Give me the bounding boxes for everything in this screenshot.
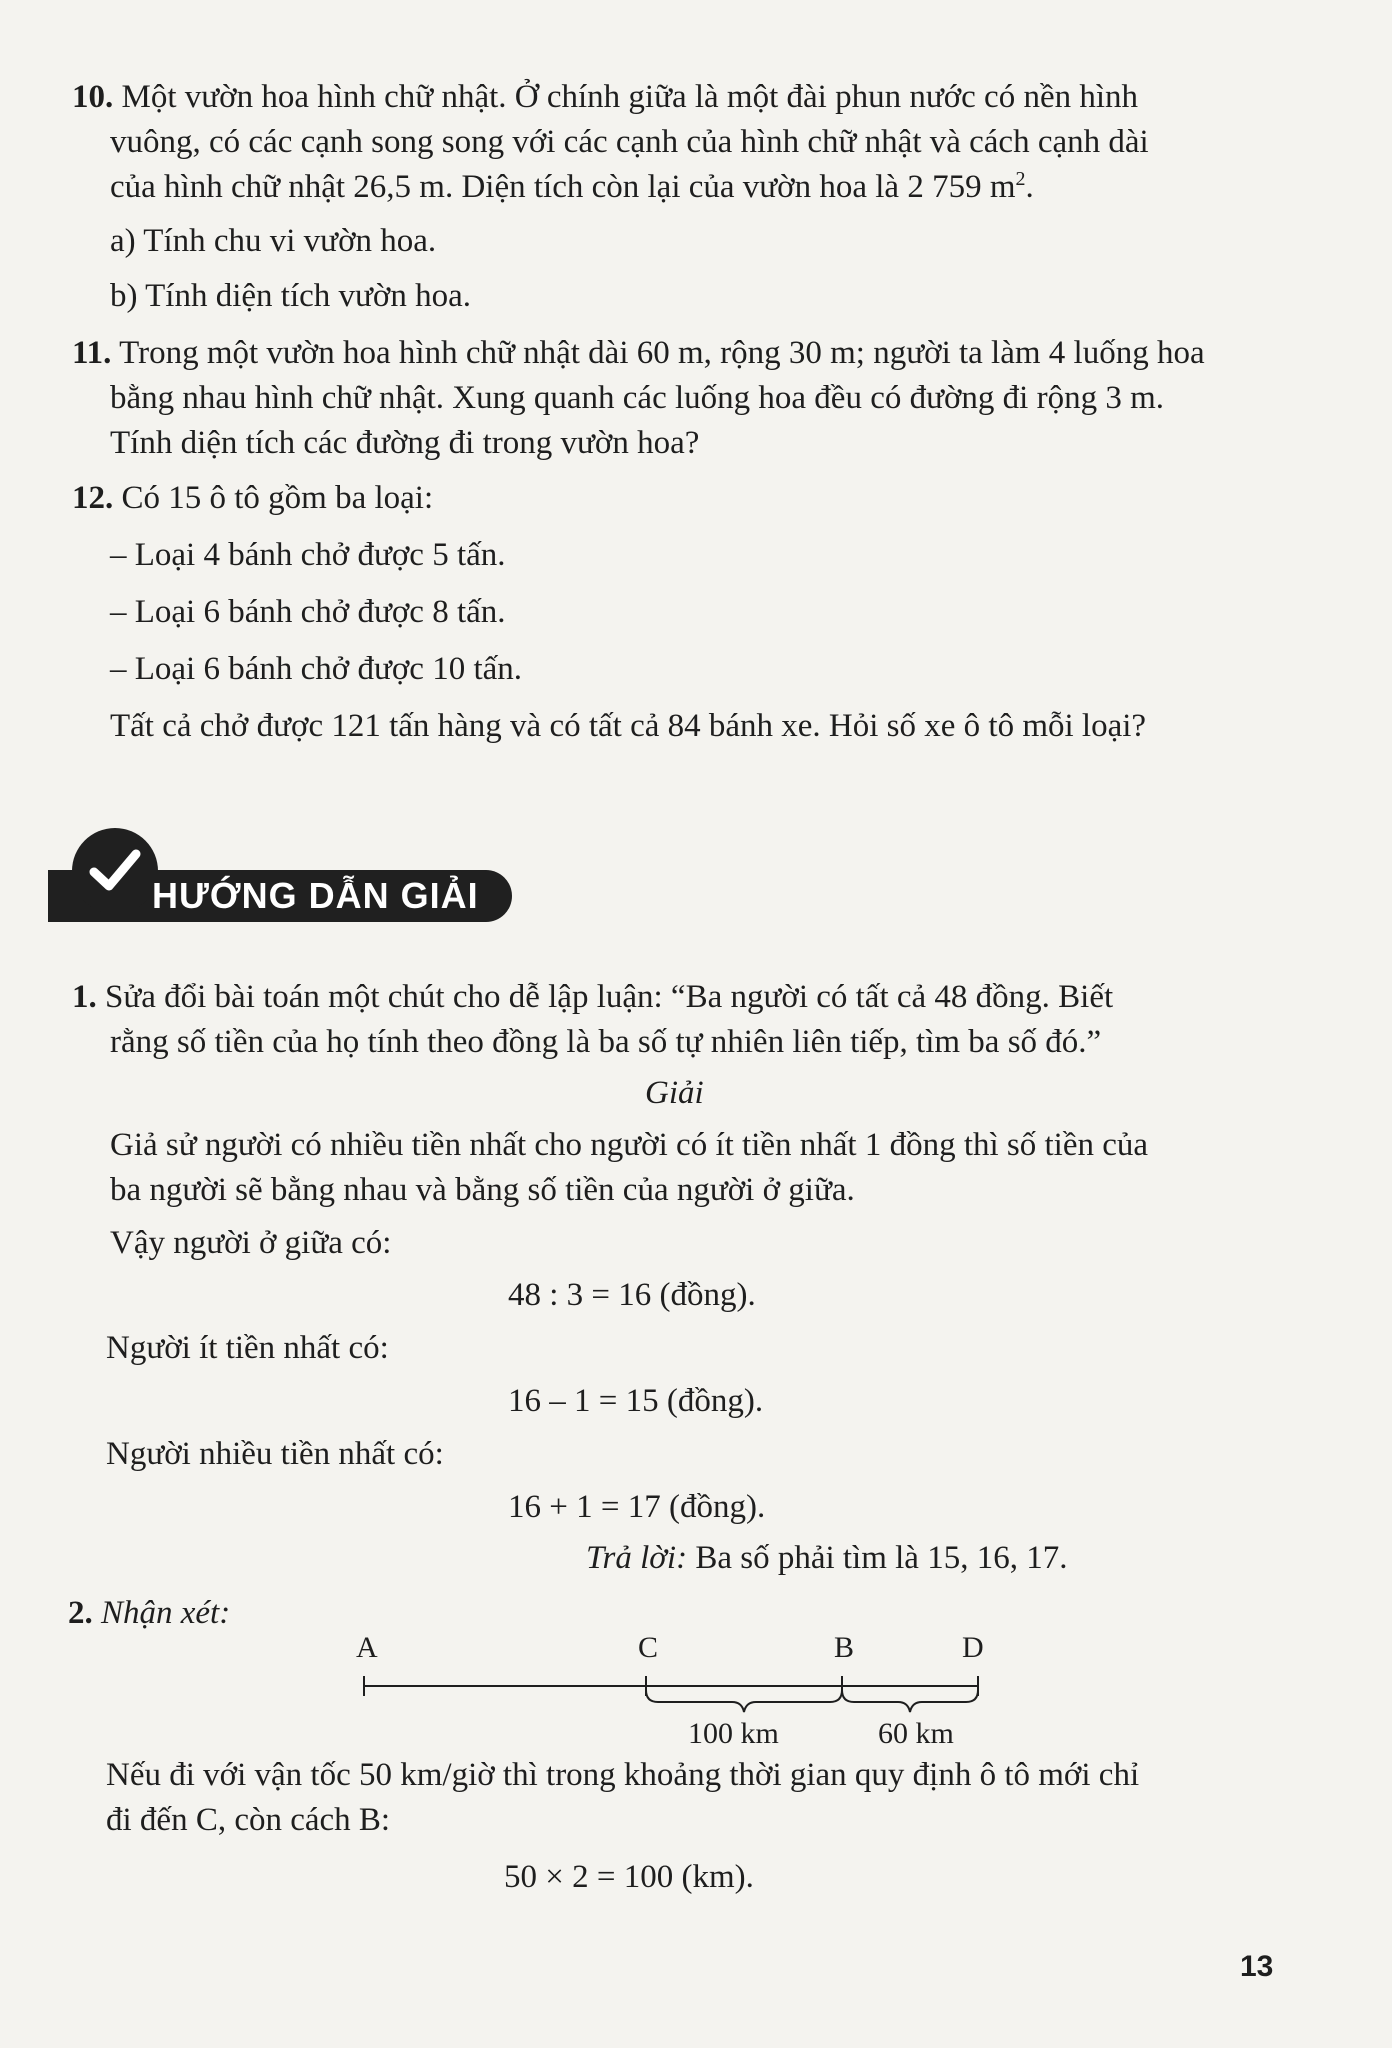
solution-1-line-2: rằng số tiền của họ tính theo đồng là ba số tự nhiên liên tiếp, tìm ba số đó.” — [110, 1024, 1102, 1060]
solution-number: 1. — [72, 979, 97, 1015]
solution-2-line-2: Nếu đi với vận tốc 50 km/giờ thì trong khoảng thời gian quy định ô tô mới chỉ — [106, 1757, 1140, 1793]
problem-text: Trong một vườn hoa hình chữ nhật dài 60 m, rộng 30 m; người ta làm 4 luống hoa — [119, 335, 1205, 371]
answer-text: Ba số phải tìm là 15, 16, 17. — [687, 1540, 1068, 1576]
point-label-c: C — [638, 1631, 659, 1664]
answer-label: Trả lời: — [586, 1540, 688, 1576]
point-label-b: B — [834, 1631, 855, 1664]
solution-1-line-4: ba người sẽ bằng nhau và bằng số tiền của người ở giữa. — [110, 1172, 855, 1208]
solution-1-line-5: Vậy người ở giữa có: — [110, 1225, 392, 1261]
problem-12-item-3: – Loại 6 bánh chở được 10 tấn. — [110, 651, 523, 687]
problem-number: 12. — [72, 480, 114, 516]
answer-line — [586, 1535, 1067, 1581]
problem-12-line-2: Tất cả chở được 121 tấn hàng và có tất cả 84 bánh xe. Hỏi số xe ô tô mỗi loại? — [110, 708, 1147, 744]
problem-10-part-b: b) Tính diện tích vườn hoa. — [110, 278, 472, 314]
solution-2-line-1 — [68, 1590, 230, 1636]
distance-diagram — [340, 1630, 1040, 1750]
solution-1-line-6: Người ít tiền nhất có: — [106, 1330, 389, 1366]
problem-11-line-3: Tính diện tích các đường đi trong vườn hoa? — [110, 425, 700, 461]
problem-10-part-a: a) Tính chu vi vườn hoa. — [110, 223, 437, 259]
problem-text: của hình chữ nhật 26,5 m. Diện tích còn lại của vườn hoa là 2 759 m — [110, 169, 1016, 205]
problem-11-line-2: bằng nhau hình chữ nhật. Xung quanh các luống hoa đều có đường đi rộng 3 m. — [110, 380, 1165, 416]
solution-heading: Giải — [645, 1075, 704, 1111]
equation-2: 16 – 1 = 15 (đồng). — [508, 1383, 764, 1419]
point-label-a: A — [356, 1631, 378, 1664]
solution-heading: Nhận xét: — [101, 1595, 231, 1631]
problem-11-line-1 — [72, 330, 1205, 376]
problem-10-line-3 — [110, 164, 1034, 210]
period: . — [1025, 169, 1034, 205]
section-title: HƯỚNG DẪN GIẢI — [152, 875, 479, 916]
page-number: 13 — [1240, 1950, 1274, 1983]
problem-10-line-1 — [72, 74, 1138, 120]
solution-1-line-7: Người nhiều tiền nhất có: — [106, 1436, 444, 1472]
equation-1: 48 : 3 = 16 (đồng). — [508, 1277, 756, 1313]
problem-12-item-1: – Loại 4 bánh chở được 5 tấn. — [110, 537, 506, 573]
solution-2-line-3: đi đến C, còn cách B: — [106, 1802, 391, 1838]
problem-text: Một vườn hoa hình chữ nhật. Ở chính giữa là một đài phun nước có nền hình — [121, 79, 1139, 115]
solution-1-line-3: Giả sử người có nhiều tiền nhất cho người có ít tiền nhất 1 đồng thì số tiền của — [110, 1127, 1149, 1163]
problem-12-item-2: – Loại 6 bánh chở được 8 tấn. — [110, 594, 506, 630]
equation-3: 16 + 1 = 17 (đồng). — [508, 1489, 766, 1525]
problem-10-line-2: vuông, có các cạnh song song với các cạnh của hình chữ nhật và cách cạnh dài — [110, 124, 1149, 160]
equation-4: 50 × 2 = 100 (km). — [504, 1859, 754, 1895]
point-label-d: D — [962, 1631, 984, 1664]
problem-text: Có 15 ô tô gồm ba loại: — [121, 480, 434, 516]
problem-12-line-1 — [72, 475, 433, 521]
solution-1-line-1 — [72, 974, 1113, 1020]
segment-label-cb: 100 km — [688, 1717, 779, 1750]
problem-number: 10. — [72, 79, 114, 115]
problem-number: 11. — [72, 335, 112, 371]
solution-number: 2. — [68, 1595, 93, 1631]
checkmark-icon — [72, 828, 158, 914]
segment-label-bd: 60 km — [878, 1717, 954, 1750]
superscript: 2 — [1015, 168, 1026, 190]
solution-text: Sửa đổi bài toán một chút cho dễ lập luận: “Ba người có tất cả 48 đồng. Biết — [105, 979, 1114, 1015]
